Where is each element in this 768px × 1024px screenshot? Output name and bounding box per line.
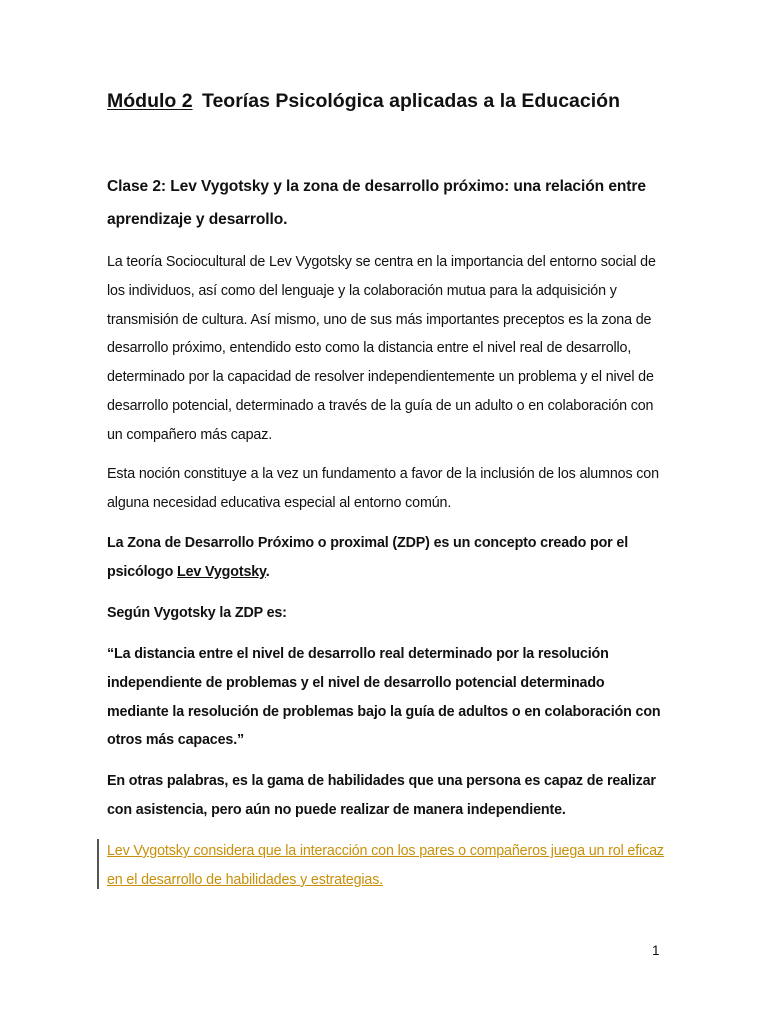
paragraph-segun-vygotsky: Según Vygotsky la ZDP es: [107, 605, 287, 621]
page-number: 1 [652, 943, 660, 958]
zdp-definition-end: . [265, 563, 270, 580]
zdp-definition-text: La Zona de Desarrollo Próximo o proximal (ZDP) es un concepto creado por el psicólogo [107, 535, 629, 580]
class-heading: Clase 2: Lev Vygotsky y la zona de desarrollo próximo: una relación entre aprendizaje y desarrollo. [107, 178, 646, 228]
page-title [107, 90, 620, 113]
paragraph-inclusion: Esta noción constituye a la vez un fundamento a favor de la inclusión de los alumnos con alguna necesidad educativa especial al entorno común. [107, 466, 659, 511]
paragraph-zdp-definition [107, 529, 667, 587]
paragraph-sociocultural-theory: La teoría Sociocultural de Lev Vygotsky se centra en la importancia del entorno social de los individuos, así como del lenguaje y la colaboración mutua para la adquisición y transmisión de cultura. Así mismo, uno de sus más importantes preceptos es la zona de desarrollo próximo, entendido esto como la distancia entre el nivel real de desarrollo, determinado por la capacidad de resolver independientemente un problema y el nivel de desarrollo potencial, determinado a través de la guía de un adulto o en colaboración con un compañero más capaz. [107, 254, 656, 443]
paragraph-in-other-words: En otras palabras, es la gama de habilidades que una persona es capaz de realizar con asistencia, pero aún no puede realizar de manera independiente. [107, 773, 656, 818]
module-label: Módulo 2 [107, 90, 193, 112]
zdp-quote: “La distancia entre el nivel de desarrollo real determinado por la resolución independiente de problemas y el nivel de desarrollo potencial determinado mediante la resolución de problemas bajo la guía de adultos o en colaboración con otros más capaces.” [107, 646, 661, 749]
module-title: Teorías Psicológica aplicadas a la Educación [202, 90, 620, 112]
change-bar [97, 839, 99, 889]
lev-vygotsky-link[interactable]: Lev Vygotsky [177, 563, 266, 580]
tracked-change-text: Lev Vygotsky considera que la interacción con los pares o compañeros juega un rol eficaz en el desarrollo de habilidades y estrategias. [107, 843, 664, 888]
